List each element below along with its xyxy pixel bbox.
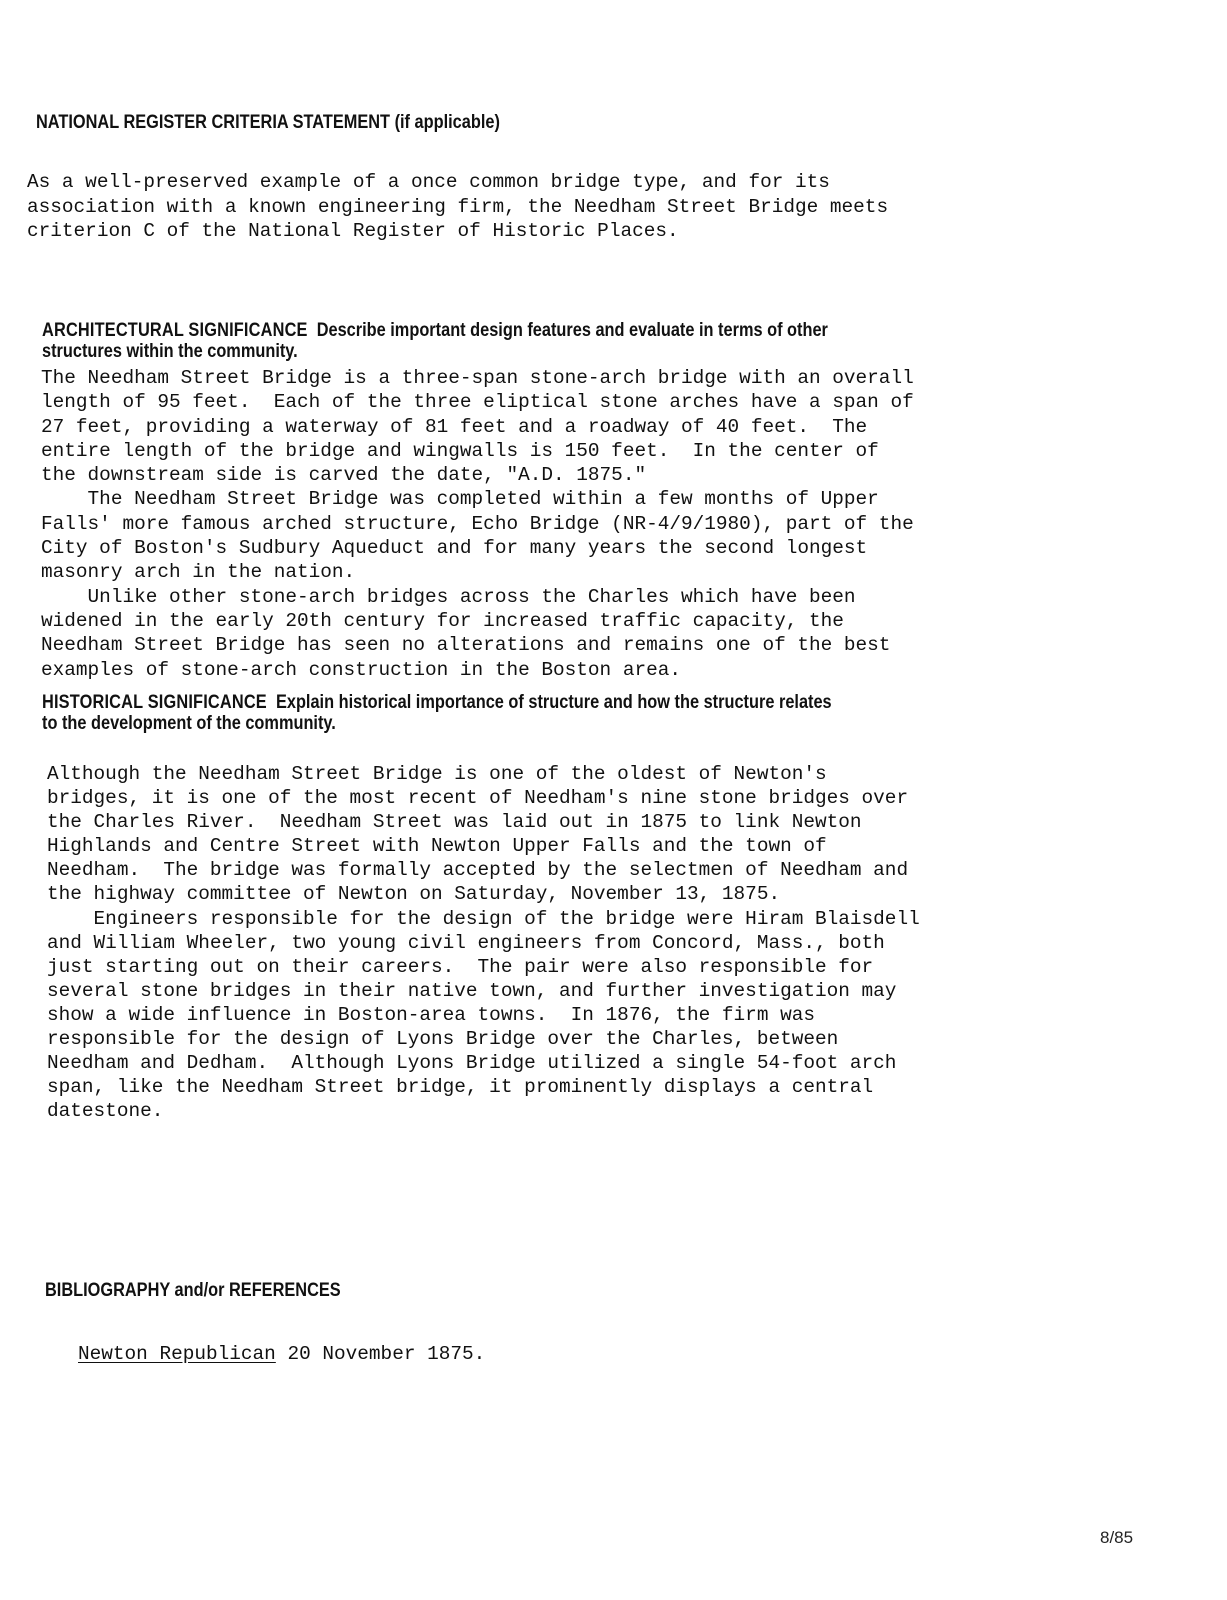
text-line: datestone. xyxy=(47,1100,164,1123)
reference-title: Newton Republican xyxy=(78,1343,276,1365)
text-line: The Needham Street Bridge is a three-span stone-arch bridge with an overall xyxy=(41,367,914,389)
architectural-significance-label: ARCHITECTURAL SIGNIFICANCE xyxy=(42,320,308,341)
national-register-heading: NATIONAL REGISTER CRITERIA STATEMENT (if applicable) xyxy=(36,112,500,133)
text-line: entire length of the bridge and wingwalls is 150 feet. In the center of xyxy=(41,439,879,462)
text-line: show a wide influence in Boston-area towns. In 1876, the firm was xyxy=(47,1003,815,1026)
text-line: Engineers responsible for the design of the bridge were Hiram Blaisdell xyxy=(47,907,920,930)
reference-date: 20 November 1875. xyxy=(275,1343,486,1365)
historical-significance-label: HISTORICAL SIGNIFICANCE xyxy=(42,692,267,713)
text-line: The Needham Street Bridge was completed within a few months of Upper xyxy=(41,488,879,511)
text-line: and William Wheeler, two young civil engineers from Concord, Mass., both xyxy=(47,931,885,954)
text-line: just starting out on their careers. The pair were also responsible for xyxy=(47,955,874,978)
text-line: span, like the Needham Street bridge, it prominently displays a central xyxy=(47,1076,874,1099)
architectural-significance-prompt: Describe important design features and evaluate in terms of other xyxy=(316,320,828,341)
architectural-significance-prompt-cont: structures within the community. xyxy=(42,341,298,362)
text-line: Highlands and Centre Street with Newton Upper Falls and the town of xyxy=(47,835,827,858)
text-line: Unlike other stone-arch bridges across the Charles which have been xyxy=(41,585,856,608)
text-line: As a well-preserved example of a once common bridge type, and for its xyxy=(27,171,830,193)
text-line: 27 feet, providing a waterway of 81 feet and a roadway of 40 feet. The xyxy=(41,415,868,438)
text-line: Needham. The bridge was formally accepted by the selectmen of Needham and xyxy=(47,859,909,882)
text-line: association with a known engineering firm, the Needham Street Bridge meets xyxy=(27,195,889,218)
historical-significance-heading xyxy=(42,692,832,734)
bibliography-reference xyxy=(78,1342,485,1366)
bibliography-heading: BIBLIOGRAPHY and/or REFERENCES xyxy=(45,1280,341,1301)
text-line: masonry arch in the nation. xyxy=(41,561,356,584)
text-line: several stone bridges in their native town, and further investigation may xyxy=(47,979,897,1002)
text-line: Needham Street Bridge has seen no alterations and remains one of the best xyxy=(41,634,891,657)
historical-significance-prompt-cont: to the development of the community. xyxy=(42,713,336,734)
text-line: Although the Needham Street Bridge is one of the oldest of Newton's xyxy=(47,763,827,785)
text-line: Falls' more famous arched structure, Echo Bridge (NR-4/9/1980), part of the xyxy=(41,512,914,535)
text-line: City of Boston's Sudbury Aqueduct and for many years the second longest xyxy=(41,537,868,560)
text-line: Needham and Dedham. Although Lyons Bridge utilized a single 54-foot arch xyxy=(47,1052,897,1075)
text-line: bridges, it is one of the most recent of Needham's nine stone bridges over xyxy=(47,787,909,810)
page-code: 8/85 xyxy=(1100,1528,1134,1547)
text-line: length of 95 feet. Each of the three eliptical stone arches have a span of xyxy=(41,391,914,414)
text-line: the Charles River. Needham Street was laid out in 1875 to link Newton xyxy=(47,811,862,834)
architectural-significance-heading xyxy=(42,320,828,362)
architectural-significance-text xyxy=(41,366,914,682)
historical-significance-prompt: Explain historical importance of structure and how the structure relates xyxy=(275,692,832,713)
text-line: responsible for the design of Lyons Bridge over the Charles, between xyxy=(47,1028,839,1051)
historical-significance-text xyxy=(47,762,920,1123)
text-line: widened in the early 20th century for increased traffic capacity, the xyxy=(41,609,844,632)
text-line: examples of stone-arch construction in the Boston area. xyxy=(41,658,681,681)
text-line: criterion C of the National Register of Historic Places. xyxy=(27,220,679,243)
text-line: the highway committee of Newton on Saturday, November 13, 1875. xyxy=(47,883,781,906)
national-register-statement xyxy=(27,170,888,244)
text-line: the downstream side is carved the date, "A.D. 1875." xyxy=(41,464,647,487)
